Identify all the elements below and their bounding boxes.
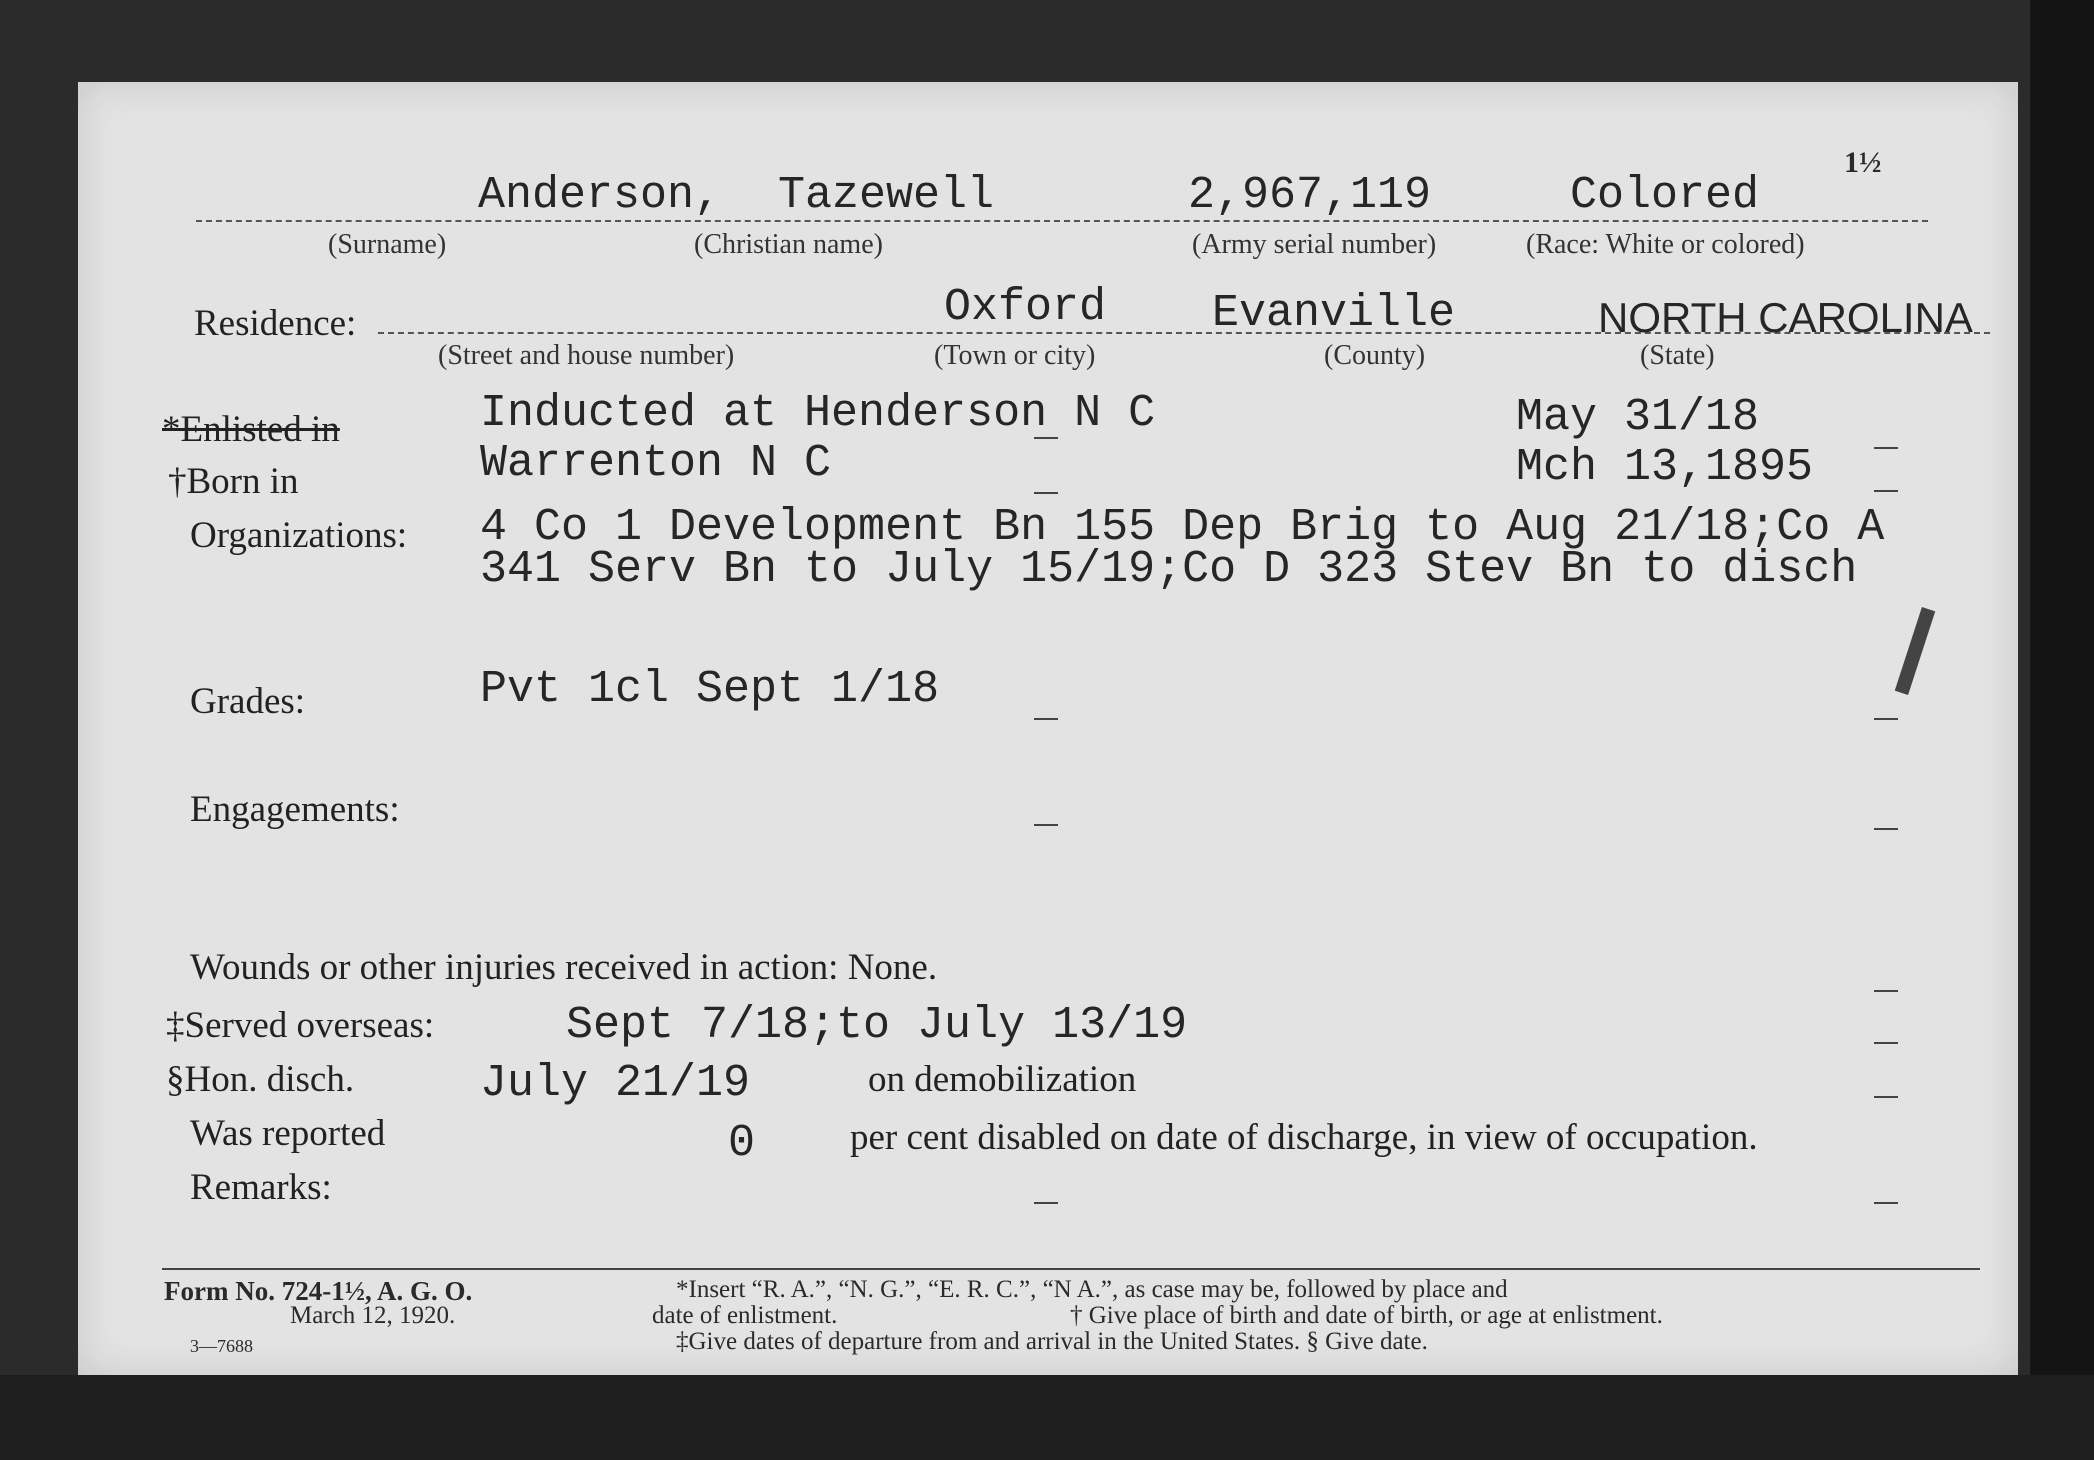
- footer-rule: [162, 1268, 1980, 1270]
- field-tick: [1034, 492, 1058, 494]
- grades-label: Grades:: [190, 681, 306, 722]
- enlisted-label: *Enlisted in: [162, 409, 340, 450]
- was-reported-suffix: per cent disabled on date of discharge, in view of occupation.: [850, 1117, 1758, 1158]
- field-tick: [1874, 490, 1898, 492]
- field-tick: [1874, 828, 1898, 830]
- race-caption: (Race: White or colored): [1526, 229, 1805, 260]
- field-tick: [1034, 718, 1058, 720]
- county-value: Evanville: [1212, 288, 1456, 339]
- scanner-background-bottom: [0, 1375, 2094, 1460]
- hon-disch-label: §Hon. disch.: [166, 1059, 355, 1100]
- born-label: †Born in: [168, 461, 299, 502]
- hon-disch-value: July 21/19: [480, 1058, 751, 1109]
- born-value: Warrenton N C: [480, 438, 832, 489]
- remarks-label: Remarks:: [190, 1167, 332, 1208]
- footnote-line-2a: date of enlistment.: [652, 1302, 838, 1329]
- corner-number: 1½: [1844, 146, 1882, 179]
- organizations-label: Organizations:: [190, 515, 408, 556]
- christian-name-value: Tazewell: [778, 170, 995, 221]
- enlisted-value: Inducted at Henderson N C: [480, 388, 1156, 439]
- was-reported-label: Was reported: [190, 1113, 386, 1154]
- street-caption: (Street and house number): [438, 340, 735, 371]
- form-date: March 12, 1920.: [290, 1302, 456, 1329]
- footnote-line-3: ‡Give dates of departure from and arrival in the United States. § Give date.: [676, 1328, 1428, 1355]
- state-value: NORTH CAROLINA: [1598, 294, 1973, 341]
- footnote-line-1: *Insert “R. A.”, “N. G.”, “E. R. C.”, “N A.”, as case may be, followed by place and: [676, 1276, 1508, 1303]
- surname-caption: (Surname): [328, 229, 447, 260]
- hon-disch-suffix: on demobilization: [868, 1059, 1137, 1100]
- disability-percent-value: 0: [728, 1118, 756, 1169]
- serial-number-value: 2,967,119: [1188, 170, 1432, 221]
- serial-caption: (Army serial number): [1192, 229, 1437, 260]
- field-tick: [1034, 1202, 1058, 1204]
- county-caption: (County): [1324, 340, 1426, 371]
- pencil-check-mark: [1895, 607, 1936, 695]
- enlisted-date: May 31/18: [1516, 392, 1760, 443]
- organizations-line-1: 4 Co 1 Development Bn 155 Dep Brig to Aug 21/18;Co A: [480, 502, 1885, 553]
- served-overseas-value: Sept 7/18;to July 13/19: [566, 1000, 1188, 1051]
- field-tick: [1034, 824, 1058, 826]
- form-number: Form No. 724-1½, A. G. O.: [164, 1276, 473, 1306]
- state-caption: (State): [1640, 340, 1715, 371]
- field-tick: [1874, 1202, 1898, 1204]
- town-value: Oxford: [944, 282, 1107, 333]
- field-tick: [1874, 1042, 1898, 1044]
- field-tick: [1874, 1096, 1898, 1098]
- footnote-line-2b: † Give place of birth and date of birth, or age at enlistment.: [1070, 1302, 1663, 1329]
- field-tick: [1034, 437, 1058, 439]
- field-tick: [1874, 447, 1898, 449]
- wounds-text: Wounds or other injuries received in action: None.: [190, 947, 938, 988]
- organizations-line-2: 341 Serv Bn to July 15/19;Co D 323 Stev Bn to disch: [480, 544, 1858, 595]
- scanner-background-right: [2030, 0, 2094, 1460]
- christian-name-caption: (Christian name): [694, 229, 883, 260]
- print-code: 3—7688: [190, 1336, 253, 1356]
- name-dashed-line: [196, 220, 1928, 222]
- town-caption: (Town or city): [934, 340, 1096, 371]
- engagements-label: Engagements:: [190, 789, 400, 830]
- service-record-card: [78, 82, 2018, 1375]
- served-overseas-label: ‡Served overseas:: [166, 1005, 435, 1046]
- surname-value: Anderson,: [478, 170, 722, 221]
- race-value: Colored: [1570, 170, 1760, 221]
- field-tick: [1874, 718, 1898, 720]
- residence-label: Residence:: [194, 303, 357, 344]
- grades-value: Pvt 1cl Sept 1/18: [480, 664, 940, 715]
- born-date: Mch 13,1895: [1516, 442, 1814, 493]
- field-tick: [1874, 990, 1898, 992]
